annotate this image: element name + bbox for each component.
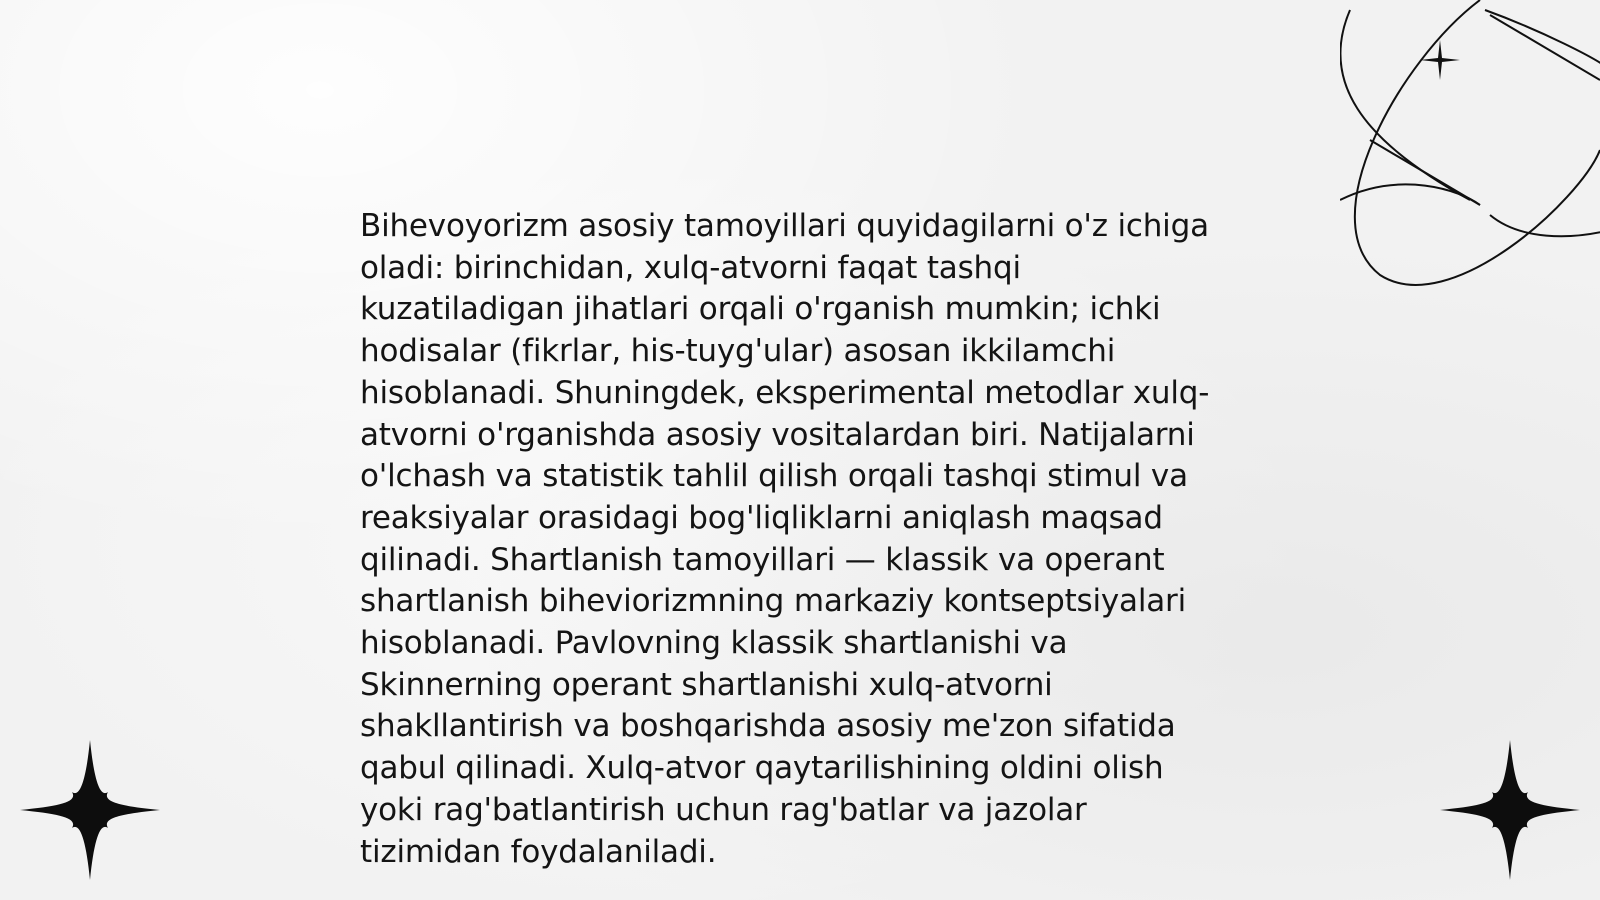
slide-body-paragraph: Bihevoyorizm asosiy tamoyillari quyidagilarni o'z ichiga oladi: birinchidan, xulq-atvorni faqat tashqi kuzatiladigan jihatlari orqali o'rganish mumkin; ichki hodisalar (fikrlar, his-tuyg'ular) asosan ikkilamchi hisoblanadi. Shuningdek, eksperimental metodlar xulq-atvorni o'rganishda asosiy vositalardan biri. Natijalarni o'lchash va statistik tahlil qilish orqali tashqi stimul va reaksiyalar orasidagi bog'liqliklarni aniqlash maqsad qilinadi. Shartlanish tamoyillari — klassik va operant shartlanish biheviorizmning markaziy kontseptsiyalari hisoblanadi. Pavlovning klassik shartlanishi va Skinnerning operant shartlanishi xulq-atvorni shakllantirish va boshqarishda asosiy me'zon sifatida qabul qilinadi. Xulq-atvor qaytarilishining oldini olish yoki rag'batlantirish uchun rag'batlar va jazolar tizimidan foydalaniladi. [360, 208, 1210, 870]
four-point-star-icon [20, 740, 160, 880]
orbit-lines-icon [1340, 0, 1600, 290]
sparkle-cross-icon [1420, 40, 1460, 80]
four-point-star-icon [1440, 740, 1580, 880]
